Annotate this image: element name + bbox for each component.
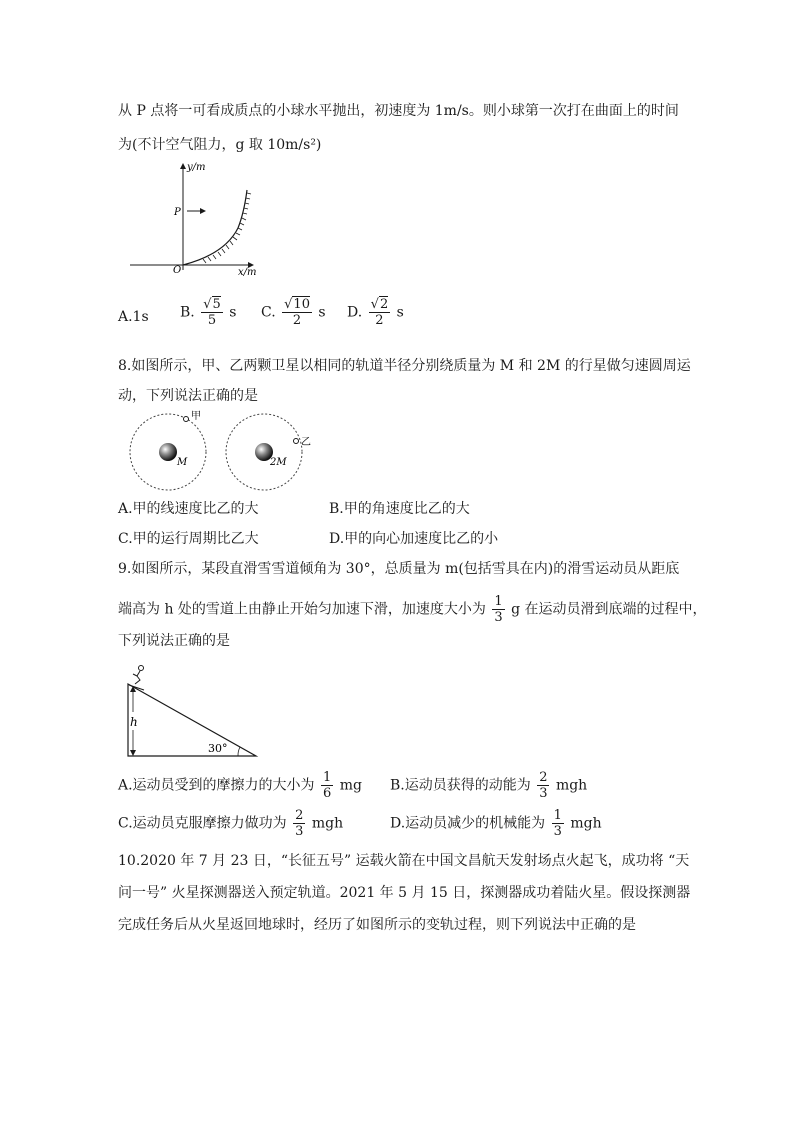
q9-accel-den: 3 — [494, 610, 503, 625]
q9-option-c-num: 2 — [295, 808, 304, 823]
q7-option-c-prefix: C. — [261, 304, 276, 321]
q8-option-a: A.甲的线速度比乙的大 — [118, 501, 259, 517]
q9-option-d — [390, 808, 602, 839]
q9-option-b-num: 2 — [539, 770, 548, 785]
q7-option-b — [180, 297, 236, 328]
q7-text-line1: 从 P 点将一可看成质点的小球水平抛出，初速度为 1m/s。则小球第一次打在曲面上的时间 — [118, 103, 679, 119]
satellite-jia — [184, 417, 189, 422]
q9-option-d-post: mgh — [570, 815, 602, 832]
q10-text-line3: 完成任务后从火星返回地球时，经历了如图所示的变轨过程，则下列说法中正确的是 — [118, 917, 636, 933]
q7-option-b-den: 5 — [207, 313, 217, 328]
q9-option-a-fraction — [321, 770, 333, 801]
q7-option-b-unit: s — [229, 304, 237, 321]
q9-option-a-num: 1 — [323, 770, 332, 785]
q9-option-b-post: mgh — [555, 777, 588, 794]
q9-accel-num: 1 — [494, 594, 503, 609]
q7-option-c-unit: s — [318, 304, 326, 321]
q7-y-axis-label: y/m — [187, 162, 206, 173]
q10-text-line2: 问一号” 火星探测器送入预定轨道。2021 年 5 月 15 日，探测器成功着陆火星。假设探测器 — [118, 885, 691, 901]
q9-option-c-den: 3 — [295, 824, 304, 839]
q7-option-b-prefix: B. — [180, 304, 195, 321]
q8-figure — [125, 408, 325, 500]
q9-option-d-fraction — [552, 808, 564, 839]
q7-text-line2: 为(不计空气阻力，g 取 10m/s²) — [118, 137, 322, 153]
q8-sat2-label: 乙 — [301, 437, 311, 448]
q10-text-line1: 10.2020 年 7 月 23 日，“长征五号” 运载火箭在中国文昌航天发射场点火起飞，成功将 “天 — [118, 853, 690, 869]
q9-option-c-post: mgh — [311, 815, 344, 832]
q7-option-c-fraction: $\frac{√10}{2}$ — [284, 297, 310, 328]
q7-option-a: A.1s — [118, 309, 149, 325]
q9-option-b-pre: B.运动员获得的动能为 — [390, 777, 531, 794]
q7-option-b-num: 5 — [212, 297, 221, 312]
q9-option-c-pre: C.运动员克服摩擦力做功为 — [118, 815, 287, 832]
q7-option-d-fraction: $\frac{√2}{2}$ — [370, 297, 389, 328]
q9-option-a — [118, 770, 362, 801]
q7-p-label: P — [174, 207, 181, 218]
q9-option-c-fraction — [293, 808, 305, 839]
q9-text-line1: 9.如图所示，某段直滑雪雪道倾角为 30°，总质量为 m(包括雪具在内)的滑雪运动员从距底 — [118, 561, 680, 577]
q7-option-c-den: 2 — [292, 313, 302, 328]
q9-option-d-den: 3 — [553, 824, 562, 839]
q9-figure — [120, 660, 262, 762]
q8-text-line1: 8.如图所示，甲、乙两颗卫星以相同的轨道半径分别绕质量为 M 和 2M 的行星做匀速圆周运 — [118, 358, 691, 374]
q7-option-d-den: 2 — [375, 313, 384, 328]
q8-planet2-label: 2M — [270, 457, 287, 468]
q9-line2-pre: 端高为 h 处的雪道上由静止开始匀加速下滑，加速度大小为 — [118, 601, 486, 618]
q9-option-a-pre: A.运动员受到的摩擦力的大小为 — [118, 777, 315, 794]
q9-option-d-pre: D.运动员减少的机械能为 — [390, 815, 546, 832]
q7-x-axis-label: x/m — [238, 267, 257, 278]
q9-text-line2 — [118, 594, 707, 625]
q9-option-c — [118, 808, 343, 839]
satellite-yi — [294, 439, 299, 444]
q7-option-d-prefix: D. — [347, 304, 363, 321]
q9-angle-label: 30° — [208, 742, 228, 755]
q7-option-d — [347, 297, 404, 328]
q7-option-d-num: 2 — [379, 297, 389, 312]
q7-option-c-num: 10 — [293, 297, 310, 312]
q8-sat1-label: 甲 — [191, 411, 201, 422]
q9-text-line3: 下列说法正确的是 — [118, 633, 230, 649]
q7-option-c — [261, 297, 326, 328]
q7-option-d-unit: s — [396, 304, 404, 321]
q9-option-d-num: 1 — [553, 808, 562, 823]
q7-figure — [125, 158, 265, 278]
q9-option-b-fraction — [537, 770, 549, 801]
q9-option-b-den: 3 — [539, 786, 548, 801]
q9-option-a-post: mg — [339, 777, 362, 794]
q9-option-b — [390, 770, 587, 801]
q7-option-b-fraction: $\frac{√5}{5}$ — [203, 297, 221, 328]
q8-planet1-label: M — [177, 457, 188, 468]
planet-m — [159, 443, 177, 461]
q8-option-d: D.甲的向心加速度比乙的小 — [329, 531, 499, 547]
q9-h-label: h — [130, 715, 138, 729]
q9-accel-fraction — [492, 594, 504, 625]
q9-line2-post: g 在运动员滑到底端的过程中， — [511, 601, 707, 618]
q9-option-a-den: 6 — [323, 786, 332, 801]
q8-option-c: C.甲的运行周期比乙大 — [118, 531, 259, 547]
q8-text-line2: 动，下列说法正确的是 — [118, 388, 258, 404]
q8-option-b: B.甲的角速度比乙的大 — [329, 501, 470, 517]
q7-origin-label: O — [173, 265, 182, 276]
